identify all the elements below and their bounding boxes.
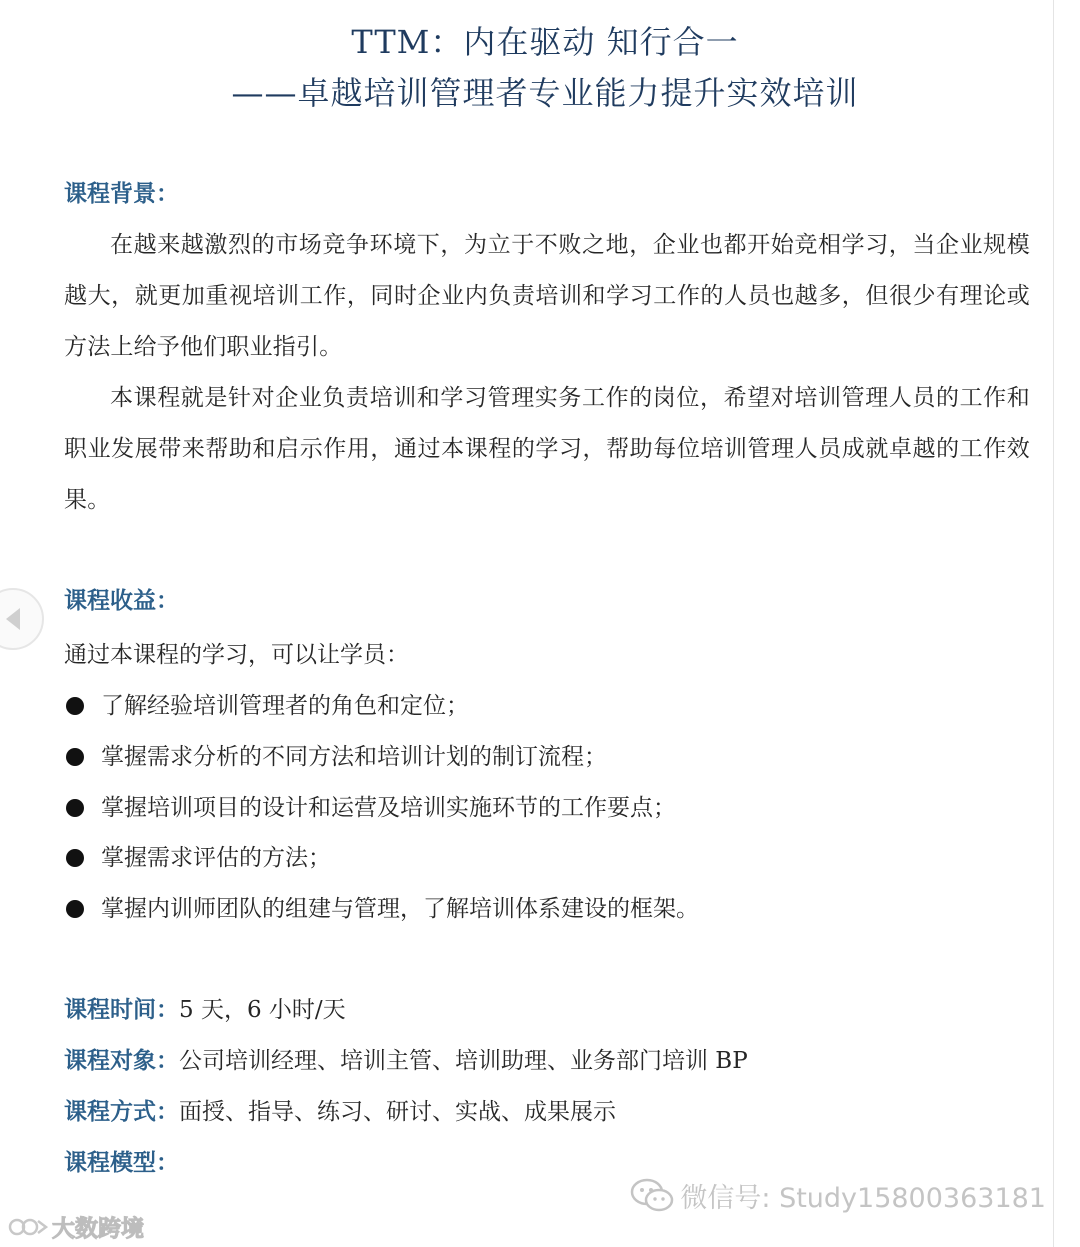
bullet-icon (66, 900, 84, 918)
back-arrow-button[interactable] (0, 588, 44, 650)
section-heading-benefits: 课程收益： (64, 587, 179, 614)
wechat-id-text: 微信号: Study15800363181 (680, 1183, 1046, 1214)
benefit-item-text: 了解经验培训管理者的角色和定位； (101, 693, 469, 719)
benefit-item-text: 掌握内训师团队的组建与管理，了解培训体系建设的框架。 (101, 896, 699, 922)
benefit-item-text: 掌握需求评估的方法； (101, 845, 331, 871)
brand-logo-text: 大数跨境 (52, 1216, 144, 1242)
info-row-duration (64, 991, 346, 1024)
info-value: 5 天，6 小时/天 (179, 997, 346, 1023)
benefit-item (66, 738, 607, 771)
wechat-icon (630, 1178, 674, 1214)
benefit-item-text: 掌握培训项目的设计和运营及培训实施环节的工作要点； (101, 795, 676, 821)
background-paragraph-1: 在越来越激烈的市场竞争环境下，为立于不败之地，企业也都开始竞相学习，当企业规模越大，就更加重视培训工作，同时企业内负责培训和学习工作的人员也越多，但很少有理论或方法上给予他们职业指引。 (64, 232, 1030, 360)
benefit-item (66, 789, 676, 822)
info-label: 课程对象： (64, 1047, 179, 1074)
info-row-model (64, 1144, 179, 1177)
benefit-item (66, 687, 469, 720)
info-label: 课程方式： (64, 1098, 179, 1125)
bullet-icon (66, 748, 84, 766)
bullet-icon (66, 697, 84, 715)
info-value: 面授、指导、练习、研讨、实战、成果展示 (179, 1099, 616, 1125)
info-row-audience (64, 1042, 748, 1075)
bullet-icon (66, 799, 84, 817)
info-label: 课程时间： (64, 996, 179, 1023)
benefit-item (66, 890, 699, 923)
page-title: TTM：内在驱动 知行合一 (351, 23, 739, 61)
section-heading-background: 课程背景： (64, 180, 179, 207)
page-edge-divider (1053, 0, 1054, 1247)
logo-mark (8, 1215, 48, 1239)
background-paragraph-2: 本课程就是针对企业负责培训和学习管理实务工作的岗位，希望对培训管理人员的工作和职业发展带来帮助和启示作用，通过本课程的学习，帮助每位培训管理人员成就卓越的工作效果。 (64, 385, 1030, 513)
page-subtitle: ——卓越培训管理者专业能力提升实效培训 (231, 74, 859, 112)
brand-logo (8, 1210, 144, 1243)
wechat-watermark (630, 1176, 1046, 1215)
info-value: 公司培训经理、培训主管、培训助理、业务部门培训 BP (179, 1048, 748, 1074)
benefits-intro: 通过本课程的学习，可以让学员： (64, 642, 409, 668)
benefit-item (66, 839, 331, 872)
info-label: 课程模型： (64, 1149, 179, 1176)
bullet-icon (66, 849, 84, 867)
benefit-item-text: 掌握需求分析的不同方法和培训计划的制订流程； (101, 744, 607, 770)
back-arrow-icon (6, 608, 20, 630)
info-row-format (64, 1093, 616, 1126)
